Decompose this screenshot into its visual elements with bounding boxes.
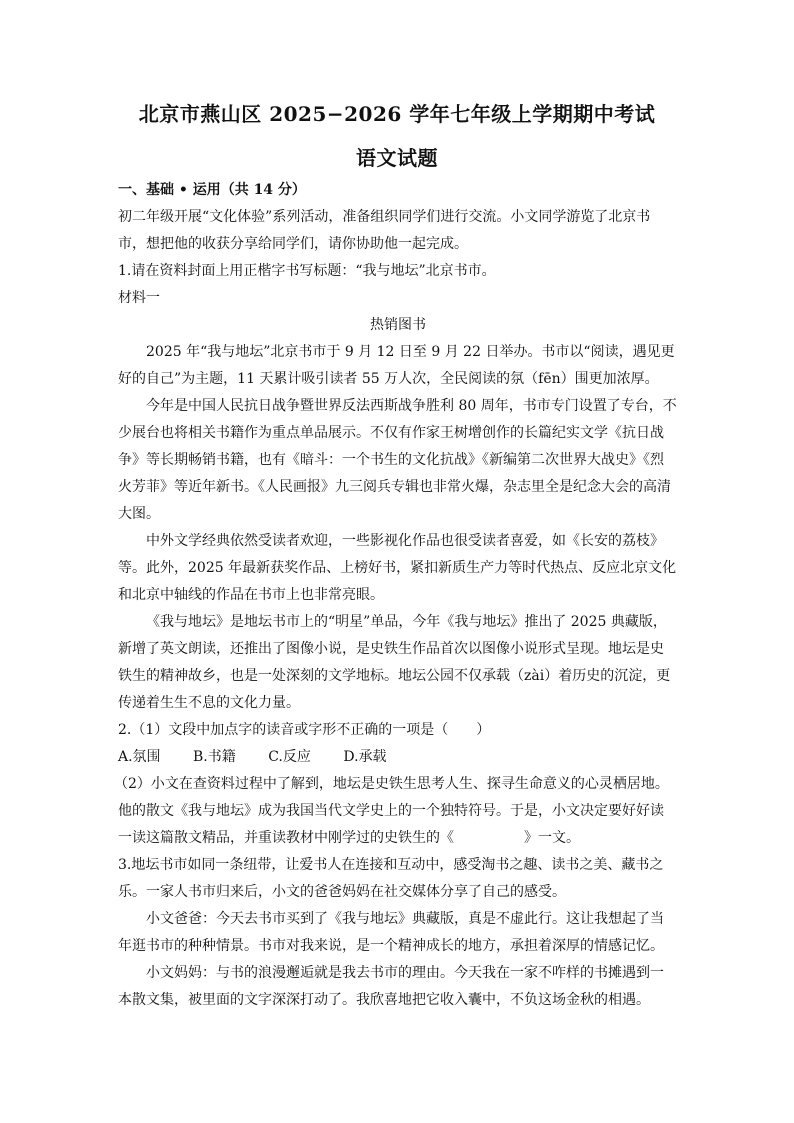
mom-comment-line: 本散文集，被里面的文字深深打动了。我欣喜地把它收入囊中，不负这场金秋的相遇。 (118, 992, 650, 1008)
paragraph-4-line: 《我与地坛》是地坛书市上的“明星”单品，今年《我与地坛》推出了 2025 典藏版， (146, 614, 667, 630)
material-label: 材料一 (118, 290, 160, 306)
paragraph-2-line: 少展台也将相关书籍作为重点单品展示。不仅有作家王树增创作的长篇纪实文学《抗日战 (118, 425, 664, 441)
paragraph-3-line: 和北京中轴线的作品在书市上也非常亮眼。 (118, 587, 384, 603)
option-b[interactable]: B.书籍 (193, 749, 236, 765)
paragraph-2-line: 大图。 (118, 506, 160, 522)
option-c[interactable]: C.反应 (268, 749, 311, 765)
paragraph-4-line: 铁生的精神故乡，也是一处深刻的文学地标。地坛公园不仅承载（zài）着历史的沉淀，更 (118, 668, 671, 684)
question-2-part-1: 2.（1）文段中加点字的读音或字形不正确的一项是（ ） (118, 722, 491, 738)
question-2-options (118, 744, 678, 771)
paragraph-2-line: 火芳菲》等近年新书。《人民画报》九三阅兵专辑也非常火爆，杂志里全是纪念大会的高清 (118, 479, 671, 495)
option-d[interactable]: D.承载 (343, 749, 387, 765)
paragraph-2-line: 今年是中国人民抗日战争暨世界反法西斯战争胜利 80 周年，书市专门设置了专台，不 (146, 398, 677, 414)
intro-line-1: 初二年级开展“文化体验”系列活动，准备组织同学们进行交流。小文同学游览了北京书 (118, 209, 651, 225)
paragraph-3-line: 中外文学经典依然受读者欢迎，一些影视化作品也很受读者喜爱，如《长安的荔枝》 (146, 533, 664, 549)
paragraph-3-line: 等。此外，2025 年最新获奖作品、上榜好书，紧扣新质生产力等时代热点、反应北京文化 (118, 560, 677, 576)
paragraph-2-line: 争》等长期畅销书籍，也有《暗斗：一个书生的文化抗战》《新编第二次世界大战史》《烈 (118, 452, 664, 468)
paragraph-4-line: 传递着生生不息的文化力量。 (118, 695, 300, 711)
question-2-part-2-line: 他的散文《我与地坛》成为我国当代文学史上的一个独特符号。于是，小文决定要好好读 (118, 803, 664, 819)
question-3-line: 3.地坛书市如同一条纽带，让爱书人在连接和互动中，感受淘书之趣、读书之美、藏书之 (118, 857, 664, 873)
mom-comment-line: 小文妈妈：与书的浪漫邂逅就是我去书市的理由。今天我在一家不咋样的书摊遇到一 (146, 965, 664, 981)
section-heading: 一、基础 • 运用（共 14 分） (118, 182, 306, 198)
question-2-part-2-line: 一读这篇散文精品，并重读教材中刚学过的史铁生的《 》一文。 (118, 830, 580, 846)
option-a[interactable]: A.氛围 (118, 749, 161, 765)
page-title: 北京市燕山区 2025−2026 学年七年级上学期期中考试 (138, 102, 656, 126)
question-3-line: 乐。一家人书市归来后，小文的爸爸妈妈在社交媒体分享了自己的感受。 (118, 884, 566, 900)
dad-comment-line: 年逛书市的种种情景。书市对我来说，是一个精神成长的地方，承担着深厚的情感记忆。 (118, 938, 664, 954)
material-title: 热销图书 (370, 317, 426, 333)
dad-comment-line: 小文爸爸：今天去书市买到了《我与地坛》典藏版，真是不虚此行。这让我想起了当 (146, 911, 664, 927)
paragraph-1-line: 好的自己”为主题，11 天累计吸引读者 55 万人次，全民阅读的氛（fēn）围更加浓厚。 (118, 371, 659, 387)
paragraph-4-line: 新增了英文朗读，还推出了图像小说，是史铁生作品首次以图像小说形式呈现。地坛是史 (118, 641, 664, 657)
paragraph-1-line: 2025 年“我与地坛”北京书市于 9 月 12 日至 9 月 22 日举办。书市以“阅读，遇见更 (146, 344, 675, 360)
page-subtitle: 语文试题 (356, 146, 438, 170)
question-1: 1.请在资料封面上用正楷字书写标题：“我与地坛”北京书市。 (118, 263, 496, 279)
question-2-part-2-line: （2）小文在查资料过程中了解到，地坛是史铁生思考人生、探寻生命意义的心灵栖居地。 (114, 776, 669, 792)
intro-line-2: 市，想把他的收获分享给同学们，请你协助他一起完成。 (118, 236, 468, 252)
